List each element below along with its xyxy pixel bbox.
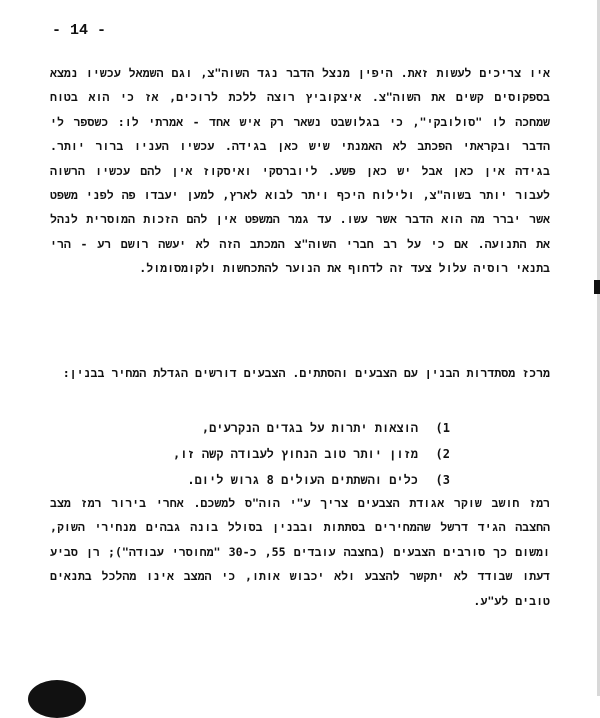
paragraph-3: רמז חושב שוקר אגודת הצבעים צריך ע"י הוה"ס למשכם. אחרי בירור רמז מצב החצבה הגיד דרשל שהמחירים בסתתות ובבנין בסולל בונה גבהים מנחירי השוק, ומשום כך סורבים הצבעים (בחצבה עובדים 55, כ-30 "מחוסרי עבודה"); רן סביע דעתו שבודד לא יתקשר להצבע ולא יכבוש אותו, כי המצב אינו מהלכל בתנאים טובים לע"ע. bbox=[50, 496, 550, 608]
ink-blot bbox=[28, 680, 86, 718]
paragraph-2: מרכז מסתדרות הבנין עם הצבעים והסתתים. הצבעים דורשים הגדלת המחיר בבנין: bbox=[62, 366, 550, 380]
list-item bbox=[100, 441, 450, 467]
paragraph-1: איו צריכים לעשות זאת. היפין מנצל הדבר נגד השוה"צ, וגם השמאל עכשיו נמצא בספקוסים קשים את השוה"צ. איצקוביץ רוצה ללכת לרוכים, אז כי הוא בטוח שמחכה לו "סולובקי", כי בגלושבט נשאר רק איש אחד - אמרתי לו: כשספר לי הדבר ובקראתי הפכתב לא האמנתי שיש כאן בגידה. עכשיו העניו ברור יותר. בגידה אין כאן אבל יש כאן פשע. ליוברסקי ואיסקוז אין להם עכשיו הרשוה לעבור יותר בשוה"צ, ולילוח היכף ויתר לבוא לארץ, למען יעבדו פה לפני משפט אשר יברר מה הוא הדבר אשר עשו. עד גמר המשפט אין להם הזכות המוסרית לנהל את התנועה. אם כי על רב חברי השוה"צ המכתב הזה לא יעשה רושם רע - הרי בתנאי רוסיה עלול צעד זה לדחוף את הנוער להתכחשות ולקומסומול. bbox=[50, 66, 550, 276]
list-item-text: הוצאות יתרות על בגדים הנקרעים, bbox=[201, 421, 418, 435]
list-item-number: 3) bbox=[435, 473, 450, 487]
list-item-text: מזון יותר טוב הנחוץ לעבודה קשה זו, bbox=[172, 447, 418, 461]
list-item bbox=[100, 467, 450, 493]
page-number: - 14 - bbox=[52, 22, 107, 39]
list-item bbox=[100, 415, 450, 441]
demands-list bbox=[100, 415, 450, 493]
margin-mark bbox=[594, 280, 600, 294]
list-item-text: כלים והשתתים העולים 8 גרוש ליום. bbox=[187, 473, 418, 487]
list-item-number: 2) bbox=[435, 447, 450, 461]
list-item-number: 1) bbox=[435, 421, 450, 435]
